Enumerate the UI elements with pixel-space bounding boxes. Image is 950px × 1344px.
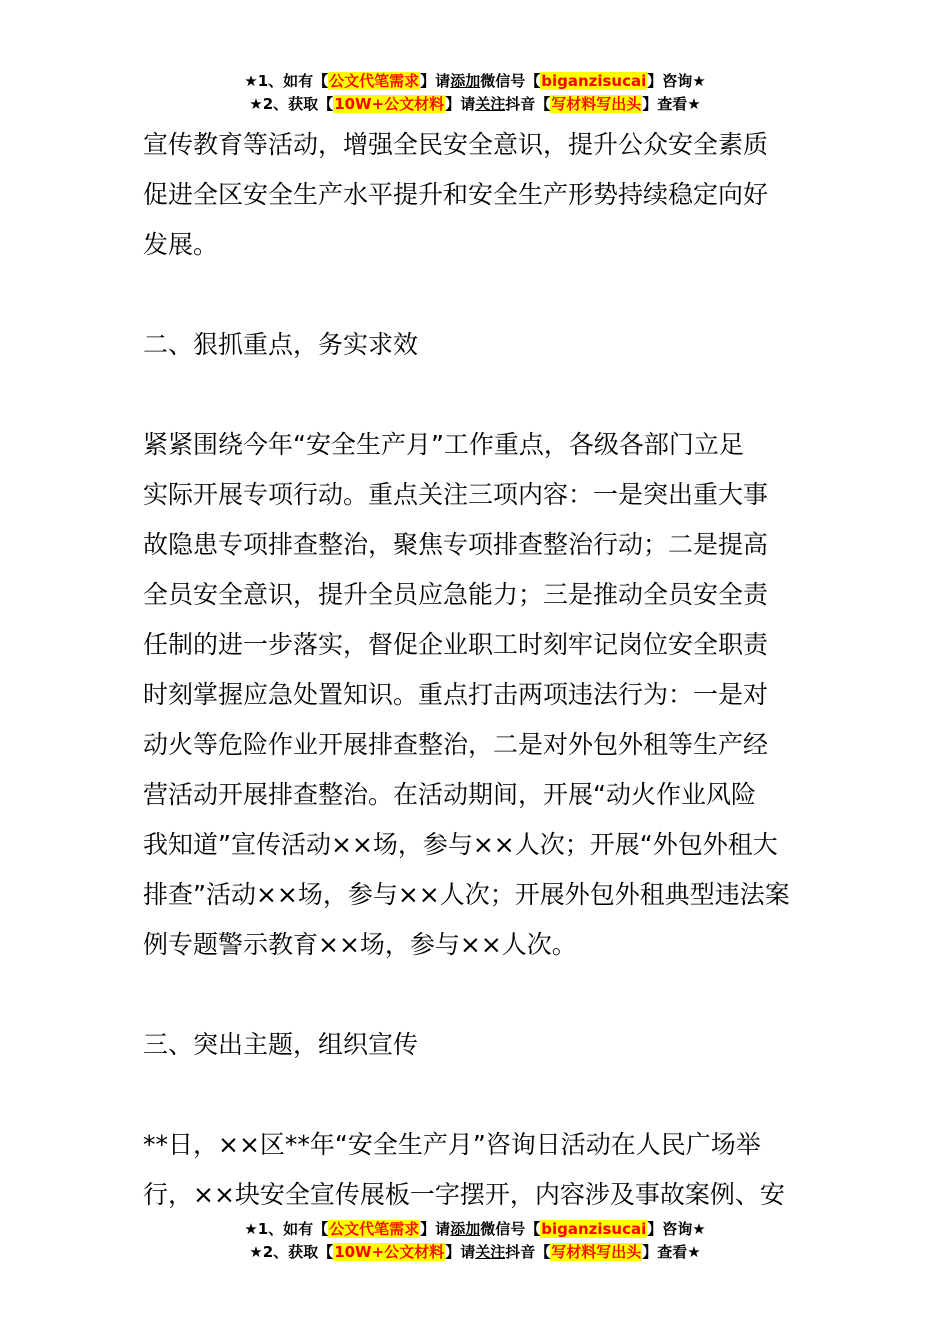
banner-line-2 — [0, 93, 950, 116]
banner-text: 微信号【 — [480, 1220, 541, 1238]
paragraph-line: 紧紧围绕今年“安全生产月”工作重点，各级各部门立足 — [143, 430, 744, 459]
banner-text: 微信号【 — [480, 72, 541, 90]
paragraph-line: 动火等危险作业开展排查整治，二是对外包外租等生产经 — [143, 730, 769, 759]
banner-text: 抖音【 — [505, 95, 551, 113]
banner-text: ★2、获取【 — [249, 95, 334, 113]
banner-text: ★2、获取【 — [249, 1243, 334, 1261]
banner-highlight: 写材料写出头 — [551, 95, 642, 113]
header-banner — [0, 70, 950, 116]
banner-text: 】查看★ — [642, 1243, 701, 1261]
banner-text: ★1、如有【 — [244, 1220, 329, 1238]
footer-banner — [0, 1218, 950, 1264]
banner-text: 】咨询★ — [647, 72, 706, 90]
paragraph-line: 行，××块安全宣传展板一字摆开，内容涉及事故案例、安 — [143, 1180, 785, 1209]
paragraph-line: 全员安全意识，提升全员应急能力；三是推动全员安全责 — [143, 580, 769, 609]
banner-highlight: biganzisucai — [541, 72, 647, 90]
paragraph-line: 任制的进一步落实，督促企业职工时刻牢记岗位安全职责 — [143, 630, 769, 659]
banner-line-2 — [0, 1241, 950, 1264]
banner-text: 】请 — [420, 72, 451, 90]
banner-line-1 — [0, 1218, 950, 1241]
paragraph-line: 时刻掌握应急处置知识。重点打击两项违法行为：一是对 — [143, 680, 769, 709]
banner-line-1 — [0, 70, 950, 93]
banner-text: 抖音【 — [505, 1243, 551, 1261]
banner-text: 】请 — [420, 1220, 451, 1238]
paragraph-line: 排查”活动××场，参与××人次；开展外包外租典型违法案 — [143, 880, 790, 909]
banner-highlight: biganzisucai — [541, 1220, 647, 1238]
banner-text: 】查看★ — [642, 95, 701, 113]
paragraph-line: 实际开展专项行动。重点关注三项内容：一是突出重大事 — [143, 480, 769, 509]
document-body — [143, 120, 808, 1220]
banner-highlight: 公文代笔需求 — [329, 1220, 420, 1238]
banner-highlight: 10W+公文材料 — [334, 1243, 445, 1261]
banner-highlight: 公文代笔需求 — [329, 72, 420, 90]
banner-text: 】请 — [445, 95, 476, 113]
banner-text: 】请 — [445, 1243, 476, 1261]
banner-underline: 添加 — [450, 1220, 481, 1238]
paragraph-line: 我知道”宣传活动××场，参与××人次；开展“外包外租大 — [143, 830, 778, 859]
banner-highlight: 10W+公文材料 — [334, 95, 445, 113]
paragraph-line: 故隐患专项排查整治，聚焦专项排查整治行动；二是提高 — [143, 530, 769, 559]
section-heading: 三、突出主题，组织宣传 — [143, 1030, 419, 1059]
paragraph-line: 营活动开展排查整治。在活动期间，开展“动火作业风险 — [143, 780, 756, 809]
paragraph-line: 例专题警示教育××场，参与××人次。 — [143, 930, 577, 959]
banner-text: 】咨询★ — [647, 1220, 706, 1238]
section-heading: 二、狠抓重点，务实求效 — [143, 330, 419, 359]
banner-underline: 添加 — [450, 72, 481, 90]
banner-highlight: 写材料写出头 — [551, 1243, 642, 1261]
banner-text: ★1、如有【 — [244, 72, 329, 90]
paragraph-line: **日，××区**年“安全生产月”咨询日活动在人民广场举 — [143, 1130, 761, 1159]
paragraph-line: 发展。 — [143, 230, 219, 259]
paragraph-line: 宣传教育等活动，增强全民安全意识，提升公众安全素质 — [143, 130, 769, 159]
banner-underline: 关注 — [475, 1243, 506, 1261]
banner-underline: 关注 — [475, 95, 506, 113]
paragraph-line: 促进全区安全生产水平提升和安全生产形势持续稳定向好 — [143, 180, 769, 209]
